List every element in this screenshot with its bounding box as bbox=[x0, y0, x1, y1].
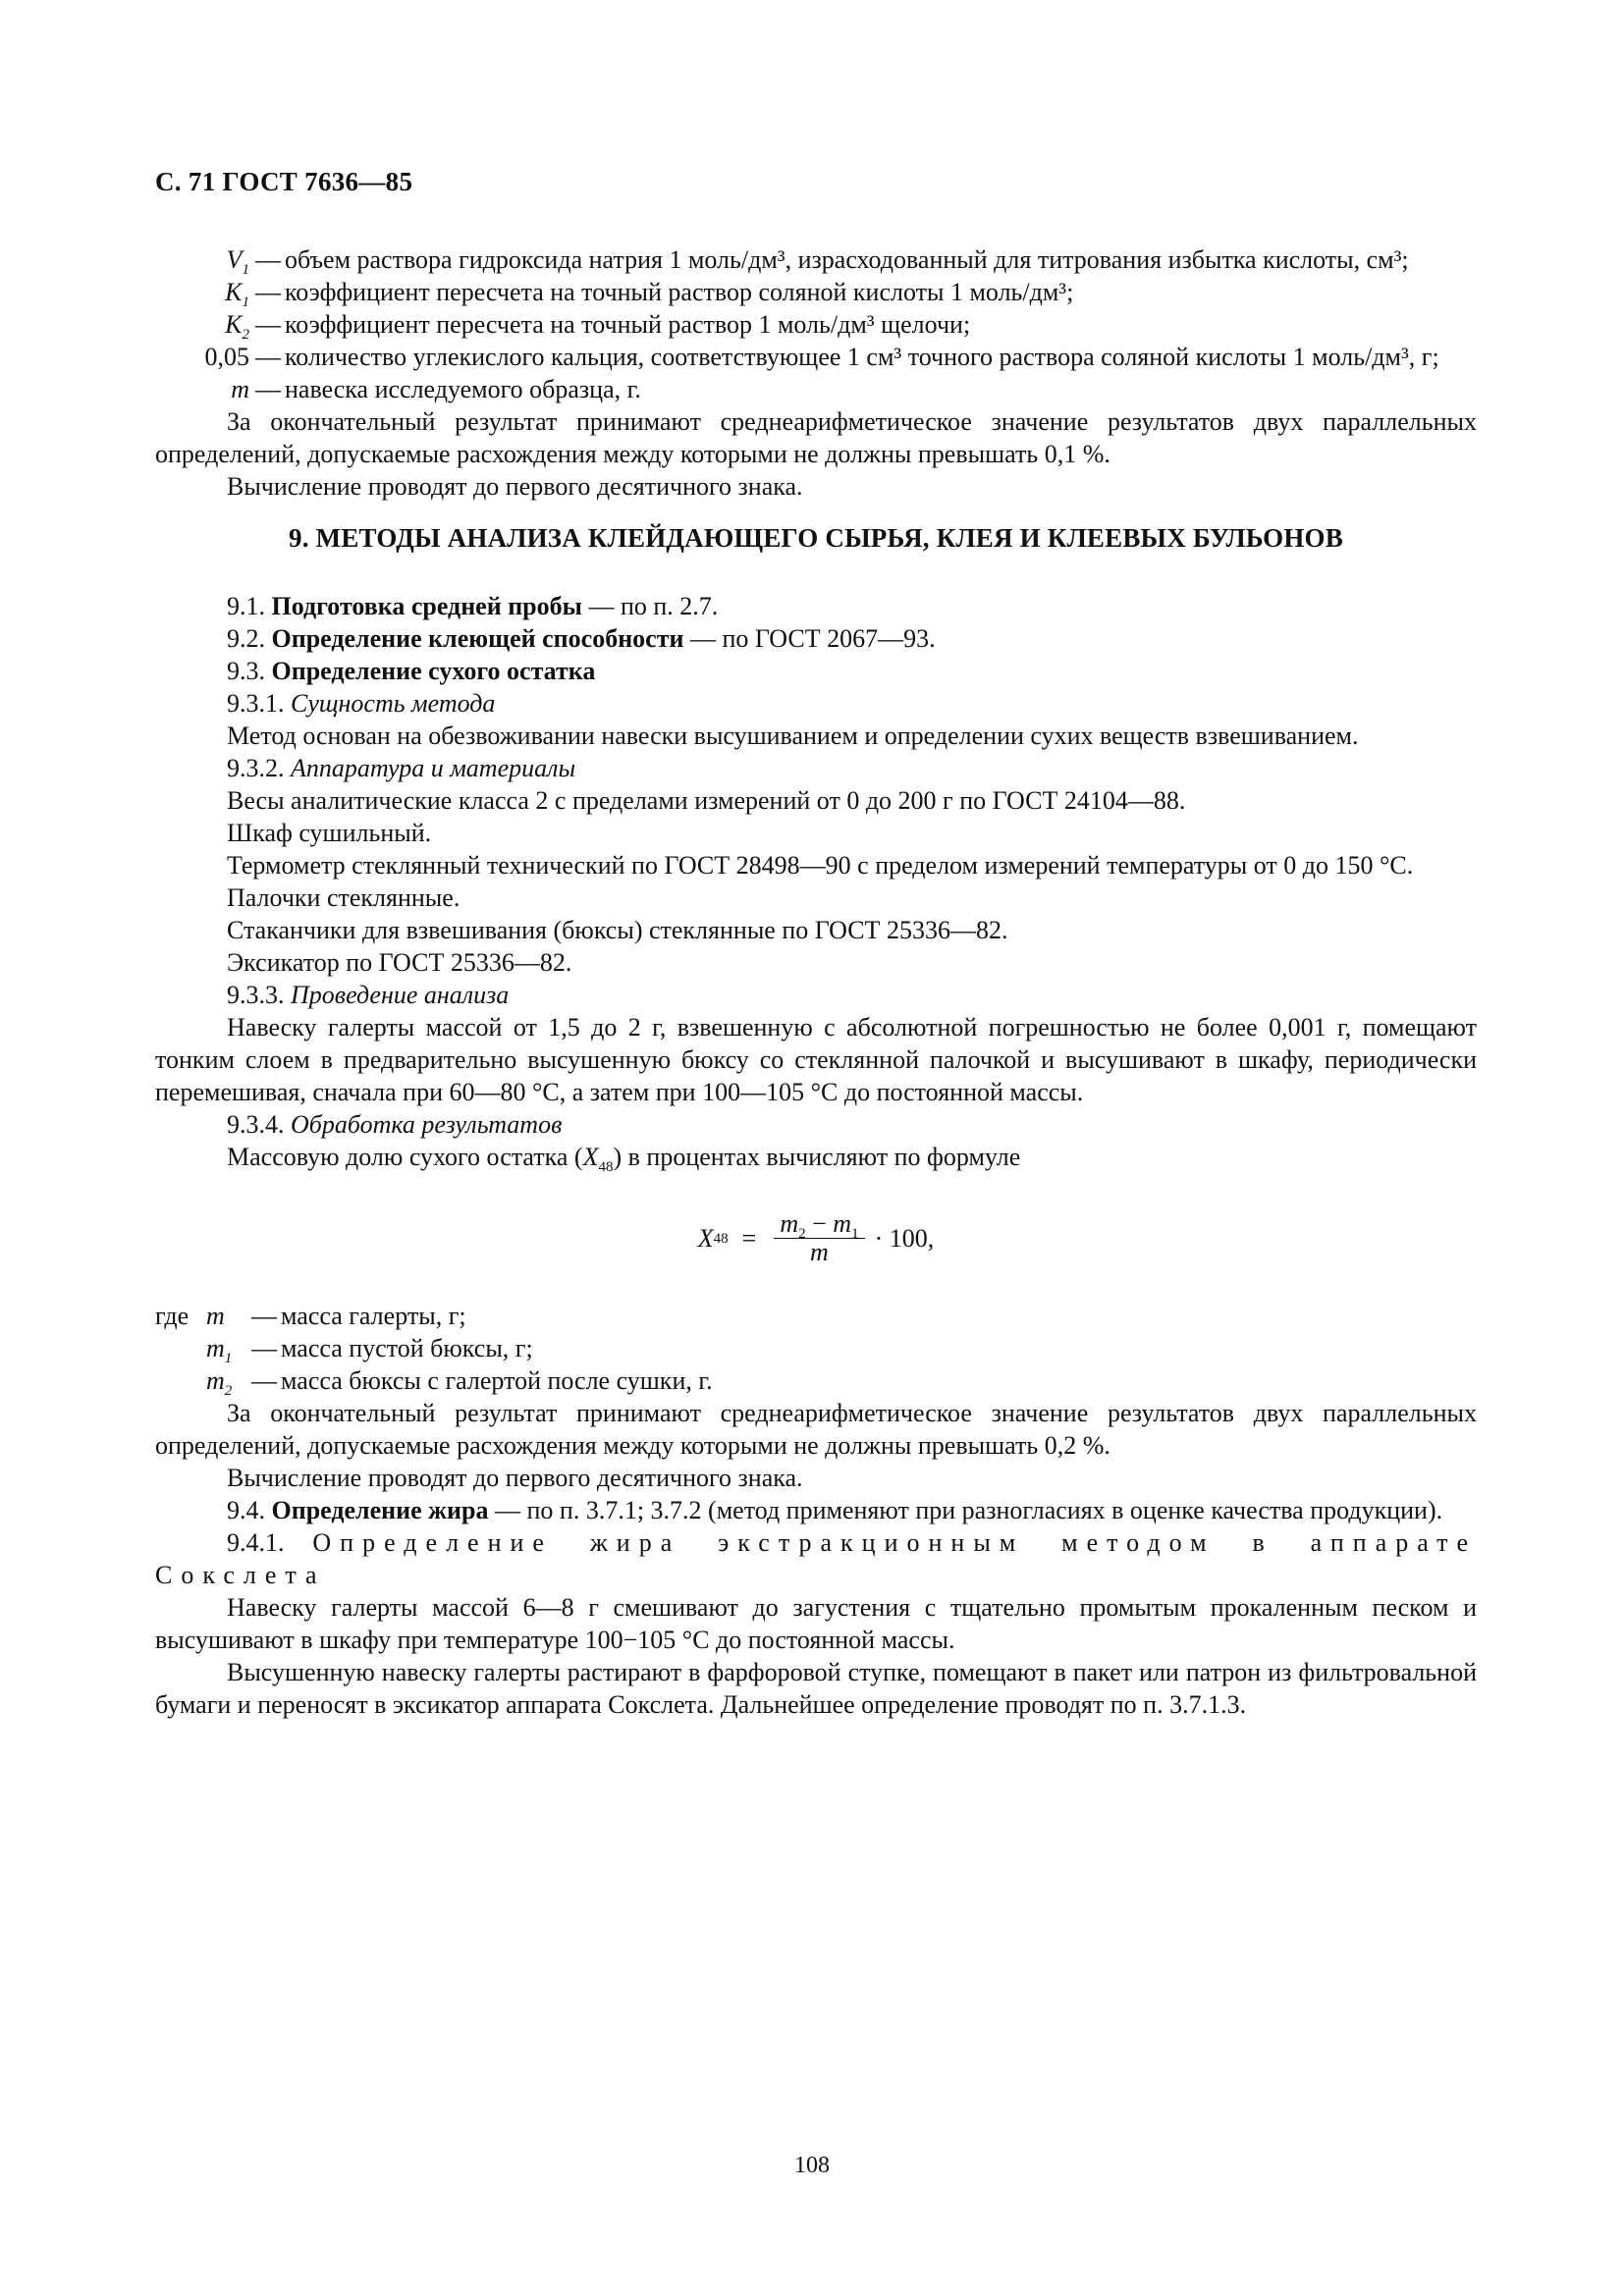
equipment-item: Термометр стеклянный технический по ГОСТ 28498—90 с пределом измерений температуры от 0 до 150 °С. bbox=[227, 851, 1414, 880]
definition-item: $m_1$ — масса пустой бюксы, г; bbox=[155, 1332, 1477, 1364]
definition-text: коэффициент пересчета на точный раствор 1 моль/дм³ щелочи; bbox=[285, 310, 971, 339]
equipment-item: Палочки стеклянные. bbox=[227, 883, 460, 912]
formula-x48: X 48 = $\frac{m_2 - m_1}{m}$ · 100, bbox=[697, 1209, 935, 1266]
definition-text: масса галерты, г; bbox=[281, 1302, 466, 1330]
definition-item: 0,05 — количество углекислого кальция, соответствующее 1 см³ точного раствора соляной кислоты 1 моль/дм³, г; bbox=[155, 341, 1477, 373]
paragraph-method: Метод основан на обезвоживании навески высушиванием и определении сухих веществ взвешиванием. bbox=[227, 721, 1359, 750]
definition-text: навеска исследуемого образца, г. bbox=[285, 375, 641, 403]
subsection-9-4: 9.4. Определение жира — по п. 3.7.1; 3.7.2 (метод применяют при разногласиях в оценке качества продукции). bbox=[227, 1496, 1443, 1524]
paragraph-formula-intro: Массовую долю сухого остатка $(X_{48})$ в процентах вычисляют по формуле bbox=[227, 1143, 1021, 1176]
subsection-9-3: 9.3. Определение сухого остатка bbox=[227, 657, 596, 685]
definition-item: где m — масса галерты, г; bbox=[155, 1300, 1477, 1332]
definition-symbol: $K_1$ bbox=[225, 278, 249, 311]
definition-text: количество углекислого кальция, соответствующее 1 см³ точного раствора соляной кислоты 1 моль/дм³, г; bbox=[285, 343, 1439, 371]
definition-symbol: 0,05 bbox=[204, 343, 249, 371]
definition-symbol: $m_1$ bbox=[206, 1334, 233, 1367]
definition-text: объем раствора гидроксида натрия 1 моль/дм³, израсходованный для титрования избытка кислоты, см³; bbox=[285, 245, 1409, 274]
definition-item: $K_2$ — коэффициент пересчета на точный раствор 1 моль/дм³ щелочи; bbox=[155, 308, 1477, 341]
subsection-9-3-1: 9.3.1. Сущность метода bbox=[227, 689, 496, 718]
subsection-9-2: 9.2. Определение клеющей способности — по ГОСТ 2067—93. bbox=[227, 624, 936, 653]
subsection-9-4-1: 9.4.1. Определение жира экстракционным методом в аппарате Сокслета bbox=[155, 1528, 1478, 1589]
equipment-item: Стаканчики для взвешивания (бюксы) стеклянные по ГОСТ 25336—82. bbox=[227, 916, 1008, 944]
definition-text: коэффициент пересчета на точный раствор соляной кислоты 1 моль/дм³; bbox=[285, 278, 1074, 306]
paragraph-soxhlet-proc: Высушенную навеску галерты растирают в фарфоровой ступке, помещают в пакет или патрон из фильтровальной бумаги и переносят в эксикатор аппарата Сокслета. Дальнейшее определение проводят по п. 3.7.1.3. bbox=[155, 1658, 1477, 1719]
equipment-item: Весы аналитические класса 2 с пределами измерений от 0 до 200 г по ГОСТ 24104—88. bbox=[227, 786, 1186, 815]
paragraph-soxhlet-prep: Навеску галерты массой 6—8 г смешивают до загустения с тщательно промытым прокаленным песком и высушивают в шкафу при температуре 100−105 °С до постоянной массы. bbox=[155, 1593, 1477, 1654]
equipment-item: Эксикатор по ГОСТ 25336—82. bbox=[227, 948, 572, 977]
definition-text: масса пустой бюксы, г; bbox=[281, 1334, 533, 1362]
formula-fraction: $\frac{m_2 - m_1}{m}$ bbox=[774, 1210, 864, 1266]
page-header: С. 71 ГОСТ 7636—85 bbox=[155, 167, 413, 196]
definition-symbol: $K_2$ bbox=[225, 310, 249, 344]
definition-item: $m_2$ — масса бюксы с галертой после сушки, г. bbox=[155, 1364, 1477, 1397]
definition-symbol: m bbox=[206, 1302, 225, 1330]
paragraph-result: За окончательный результат принимают среднеарифметическое значение результатов двух параллельных определений, допускаемые расхождения между которыми не должны превышать 0,1 %. bbox=[155, 407, 1477, 468]
formula-definitions-list bbox=[155, 1300, 1477, 1400]
paragraph-result: За окончательный результат принимают среднеарифметическое значение результатов двух параллельных определений, допускаемые расхождения между которыми не должны превышать 0,2 %. bbox=[155, 1399, 1477, 1460]
subsection-9-1: 9.1. Подготовка средней пробы — по п. 2.7. bbox=[227, 592, 719, 620]
definition-text: масса бюксы с галертой после сушки, г. bbox=[281, 1366, 713, 1395]
definition-symbol: $V_1$ bbox=[226, 245, 249, 279]
definitions-list bbox=[155, 243, 1477, 405]
definition-item: m — навеска исследуемого образца, г. bbox=[155, 373, 1477, 405]
subsection-9-3-3: 9.3.3. Проведение анализа bbox=[227, 981, 510, 1009]
definition-item: $K_1$ — коэффициент пересчета на точный раствор соляной кислоты 1 моль/дм³; bbox=[155, 276, 1477, 308]
paragraph-calculation: Вычисление проводят до первого десятичного знака. bbox=[227, 472, 803, 501]
subsection-9-3-4: 9.3.4. Обработка результатов bbox=[227, 1110, 563, 1139]
page-content bbox=[155, 243, 1477, 1721]
definition-item: $V_1$ — объем раствора гидроксида натрия 1 моль/дм³, израсходованный для титрования избытка кислоты, см³; bbox=[155, 243, 1477, 276]
page-number: 108 bbox=[794, 2153, 830, 2178]
definition-symbol: $m_2$ bbox=[206, 1366, 233, 1400]
subsection-9-3-2: 9.3.2. Аппаратура и материалы bbox=[227, 754, 576, 782]
equipment-item: Шкаф сушильный. bbox=[227, 819, 432, 847]
paragraph-analysis: Навеску галерты массой от 1,5 до 2 г, взвешенную с абсолютной погрешностью не более 0,001 г, помещают тонким слоем в предварительно высушенную бюксу со стеклянной палочкой и высушивают в шкафу, периодически перемешивая, сначала при 60—80 °С, а затем при 100—105 °С до постоянной массы. bbox=[155, 1013, 1477, 1106]
paragraph-calculation: Вычисление проводят до первого десятичного знака. bbox=[227, 1464, 803, 1492]
definition-symbol: m bbox=[231, 375, 249, 403]
section-title: 9. МЕТОДЫ АНАЛИЗА КЛЕЙДАЮЩЕГО СЫРЬЯ, КЛЕЯ И КЛЕЕВЫХ БУЛЬОНОВ bbox=[289, 523, 1343, 553]
